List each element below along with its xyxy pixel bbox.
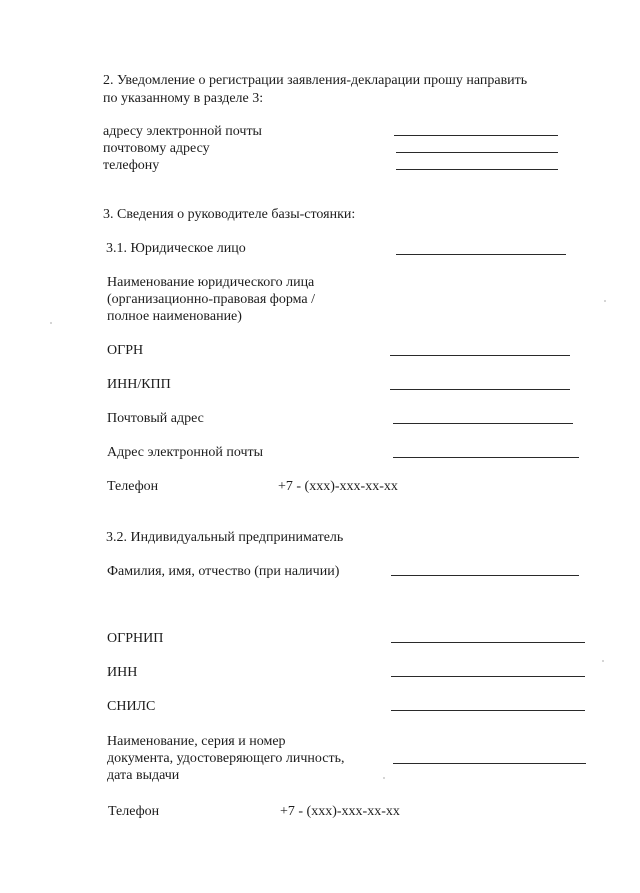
ogrn-blank[interactable] <box>390 355 570 356</box>
inn-label: ИНН <box>107 665 138 680</box>
option-email-blank[interactable] <box>394 135 558 136</box>
section-2-title-line1: 2. Уведомление о регистрации заявления-декларации прошу направить <box>103 73 528 88</box>
section-2-title-line2: по указанному в разделе 3: <box>103 91 264 106</box>
id-document-label-line1: Наименование, серия и номер <box>107 734 286 749</box>
option-phone-blank[interactable] <box>396 169 558 170</box>
option-phone-label: телефону <box>103 158 160 173</box>
individual-heading: 3.2. Индивидуальный предприниматель <box>106 530 344 545</box>
legal-email-label: Адрес электронной почты <box>107 445 264 460</box>
option-email-label: адресу электронной почты <box>103 124 262 139</box>
inn-blank[interactable] <box>391 676 585 677</box>
ogrn-label: ОГРН <box>107 343 144 358</box>
fio-blank[interactable] <box>391 575 579 576</box>
legal-email-blank[interactable] <box>393 457 579 458</box>
individual-phone-value: +7 - (ххх)-ххх-хх-хх <box>280 804 400 819</box>
option-post-blank[interactable] <box>396 152 558 153</box>
ogrnip-blank[interactable] <box>391 642 585 643</box>
inn-kpp-label: ИНН/КПП <box>107 377 171 392</box>
scan-speck <box>383 777 385 779</box>
individual-phone-label: Телефон <box>108 804 160 819</box>
id-document-label-line2: документа, удостоверяющего личность, <box>107 751 345 766</box>
scan-speck <box>602 660 604 662</box>
snils-blank[interactable] <box>391 710 585 711</box>
legal-name-label-line3: полное наименование) <box>107 309 242 324</box>
scan-speck <box>604 300 606 302</box>
postal-address-blank[interactable] <box>393 423 573 424</box>
scan-speck <box>50 322 52 324</box>
inn-kpp-blank[interactable] <box>390 389 570 390</box>
ogrnip-label: ОГРНИП <box>107 631 164 646</box>
legal-phone-label: Телефон <box>107 479 159 494</box>
legal-name-label-line2: (организационно-правовая форма / <box>107 292 316 307</box>
id-document-label-line3: дата выдачи <box>107 768 180 783</box>
id-document-blank[interactable] <box>393 763 586 764</box>
postal-address-label: Почтовый адрес <box>107 411 204 426</box>
legal-phone-value: +7 - (ххх)-ххх-хх-хх <box>278 479 398 494</box>
legal-entity-blank[interactable] <box>396 254 566 255</box>
section-3-title: 3. Сведения о руководителе базы-стоянки: <box>103 207 356 222</box>
fio-label: Фамилия, имя, отчество (при наличии) <box>107 564 340 579</box>
legal-entity-heading: 3.1. Юридическое лицо <box>106 241 246 256</box>
snils-label: СНИЛС <box>107 699 156 714</box>
legal-name-label-line1: Наименование юридического лица <box>107 275 315 290</box>
option-post-label: почтовому адресу <box>103 141 210 156</box>
